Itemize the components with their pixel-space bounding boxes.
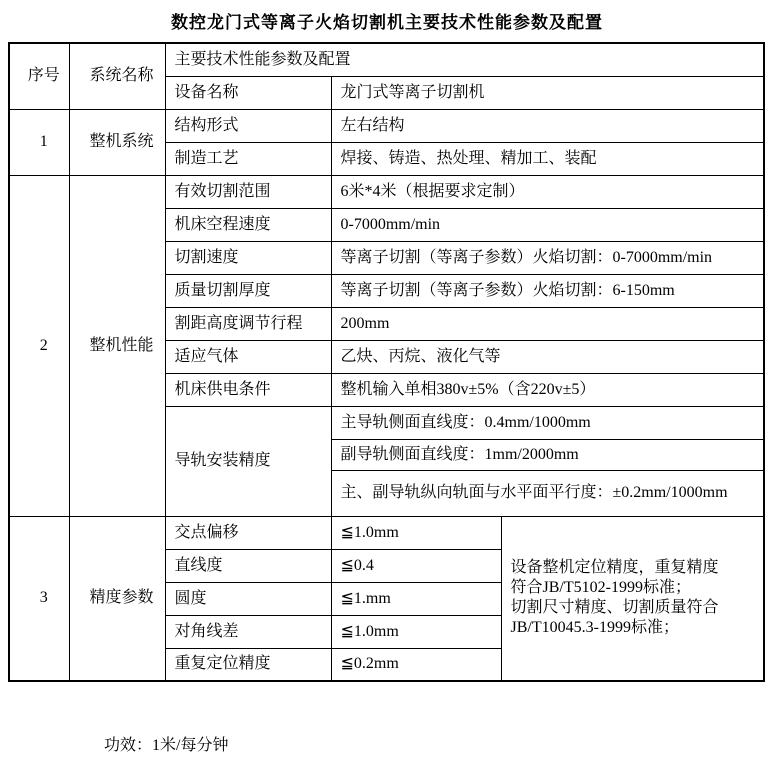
param-value: 左右结构 [331, 109, 764, 142]
rail-precision-value: 主、副导轨纵向轨面与水平面平行度：±0.2mm/1000mm [331, 470, 764, 516]
param-label: 对角线差 [165, 615, 331, 648]
param-label: 直线度 [165, 549, 331, 582]
param-label: 制造工艺 [165, 142, 331, 175]
param-value: 6米*4米（根据要求定制） [331, 175, 764, 208]
param-value: 焊接、铸造、热处理、精加工、装配 [331, 142, 764, 175]
param-label: 结构形式 [165, 109, 331, 142]
param-value: 0-7000mm/min [331, 208, 764, 241]
param-value: 乙炔、丙烷、液化气等 [331, 340, 764, 373]
param-value: ≦1.mm [331, 582, 501, 615]
param-label: 圆度 [165, 582, 331, 615]
section-name: 精度参数 [69, 516, 165, 681]
rail-precision-label: 导轨安装精度 [165, 406, 331, 516]
efficiency-note: 功效：1米/每分钟 [104, 737, 229, 754]
notes-line: 设备整机定位精度，重复精度 [510, 559, 719, 577]
param-value: 等离子切割（等离子参数）火焰切割：0-7000mm/min [331, 241, 764, 274]
notes-line: 切割尺寸精度、切割质量符合 [510, 599, 719, 617]
param-value: 等离子切割（等离子参数）火焰切割：6-150mm [331, 274, 764, 307]
param-value: 200mm [331, 307, 764, 340]
page-title: 数控龙门式等离子火焰切割机主要技术性能参数及配置 [171, 13, 603, 32]
rail-precision-value: 副导轨侧面直线度：1mm/2000mm [331, 439, 764, 470]
param-label: 交点偏移 [165, 516, 331, 549]
param-label: 切割速度 [165, 241, 331, 274]
section-name: 整机系统 [69, 109, 165, 175]
param-label: 机床供电条件 [165, 373, 331, 406]
header-col-system: 系统名称 [69, 43, 165, 109]
param-value: ≦0.4 [331, 549, 501, 582]
param-label: 有效切割范围 [165, 175, 331, 208]
notes-line: JB/T10045.3-1999标准； [510, 619, 679, 637]
rail-precision-value: 主导轨侧面直线度：0.4mm/1000mm [331, 406, 764, 439]
spec-table [8, 42, 765, 682]
section-no: 3 [9, 516, 69, 681]
notes-line: 符合JB/T5102-1999标准； [510, 579, 691, 597]
param-label: 适应气体 [165, 340, 331, 373]
param-label: 质量切割厚度 [165, 274, 331, 307]
param-value: ≦1.0mm [331, 516, 501, 549]
section-no: 1 [9, 109, 69, 175]
param-value: ≦1.0mm [331, 615, 501, 648]
section-name: 整机性能 [69, 175, 165, 516]
param-label: 割距高度调节行程 [165, 307, 331, 340]
device-name-value: 龙门式等离子切割机 [331, 76, 764, 109]
param-label: 机床空程速度 [165, 208, 331, 241]
header-params-title: 主要技术性能参数及配置 [165, 43, 764, 76]
header-col-no: 序号 [9, 43, 69, 109]
param-value: 整机输入单相380v±5%（含220v±5） [331, 373, 764, 406]
param-value: ≦0.2mm [331, 648, 501, 681]
precision-standards-notes [501, 516, 764, 681]
param-label: 重复定位精度 [165, 648, 331, 681]
section-no: 2 [9, 175, 69, 516]
device-name-label: 设备名称 [165, 76, 331, 109]
